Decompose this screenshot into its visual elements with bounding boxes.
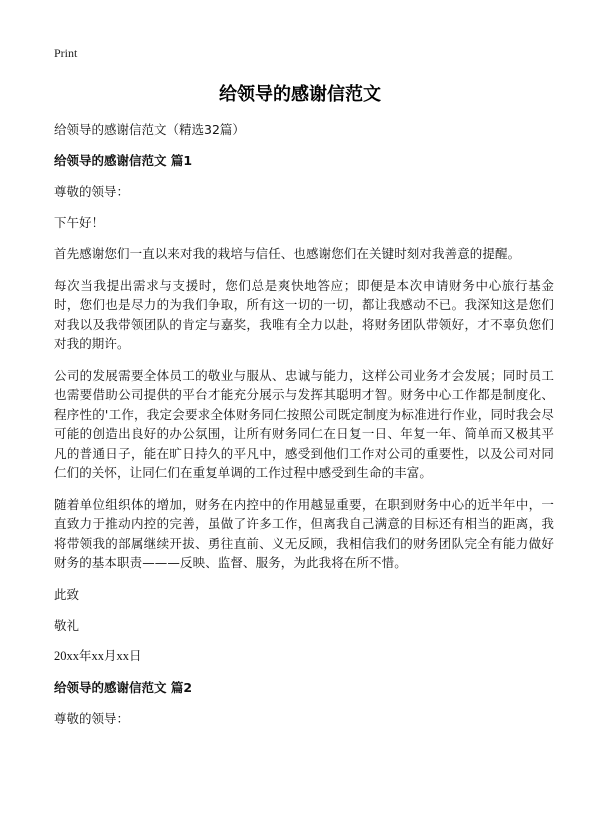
section-2-heading: 给领导的感谢信范文 篇2 bbox=[54, 679, 193, 695]
section-1-paragraph-3: 公司的发展需要全体员工的敬业与服从、忠诚与能力，这样公司业务才会发展；同时员工也需要借助公司提供的平台才能充分展示与发挥其聪明才智。财务中心工作都是制度化、程序性的'工作，我定会要求全体财务同仁按照公司既定制度为标准进行作业，同时我会尽可能的创造出良好的办公氛围，让所有财务同仁在日复一日、年复一年、简单而又极其平凡的普通日子，能在旷日持久的平凡中，感受到他们工作对公司的重要性，以及公司对同仁们的关怀，让同仁们在重复单调的工作过程中感受到生命的丰富。 bbox=[54, 367, 554, 480]
section-1-heading: 给领导的感谢信范文 篇1 bbox=[54, 153, 193, 168]
section-1-salutation: 下午好！ bbox=[54, 215, 105, 230]
closing-line-2: 敬礼 bbox=[54, 617, 80, 633]
document-subtitle: 给领导的感谢信范文（精选32篇） bbox=[54, 122, 245, 137]
page-title: 给领导的感谢信范文 bbox=[219, 84, 381, 105]
section-1-paragraph-1: 首先感谢您们一直以来对我的栽培与信任、也感谢您们在关键时刻对我善意的提醒。 bbox=[54, 246, 521, 261]
section-2-greeting: 尊敬的领导： bbox=[54, 710, 130, 726]
letter-date: 20xx年xx月xx日 bbox=[54, 648, 142, 663]
section-1-paragraph-4: 随着单位组织体的增加，财务在内控中的作用越显重要，在职到财务中心的近半年中，一直致力于推动内控的完善，虽做了许多工作，但离我自己满意的目标还有相当的距离，我将带领我的部属继续开拔、勇往直前、义无反顾，我相信我们的财务团队完全有能力做好财务的基本职责———反映、监督、服务，为此我将在所不惜。 bbox=[54, 496, 554, 570]
print-link[interactable]: Print bbox=[54, 46, 78, 60]
section-1-greeting: 尊敬的领导： bbox=[54, 184, 130, 199]
document-body bbox=[54, 120, 554, 740]
closing-line-1: 此致 bbox=[54, 586, 80, 602]
section-1-paragraph-2: 每次当我提出需求与支援时，您们总是爽快地答应；即便是本次申请财务中心旅行基金时，您们也是尽力的为我们争取，所有这一切的一切，都让我感动不已。我深知这是您们对我以及我带领团队的肯定与嘉奖，我唯有全力以赴，将财务团队带领好，才不辜负您们对我的期许。 bbox=[54, 277, 554, 351]
